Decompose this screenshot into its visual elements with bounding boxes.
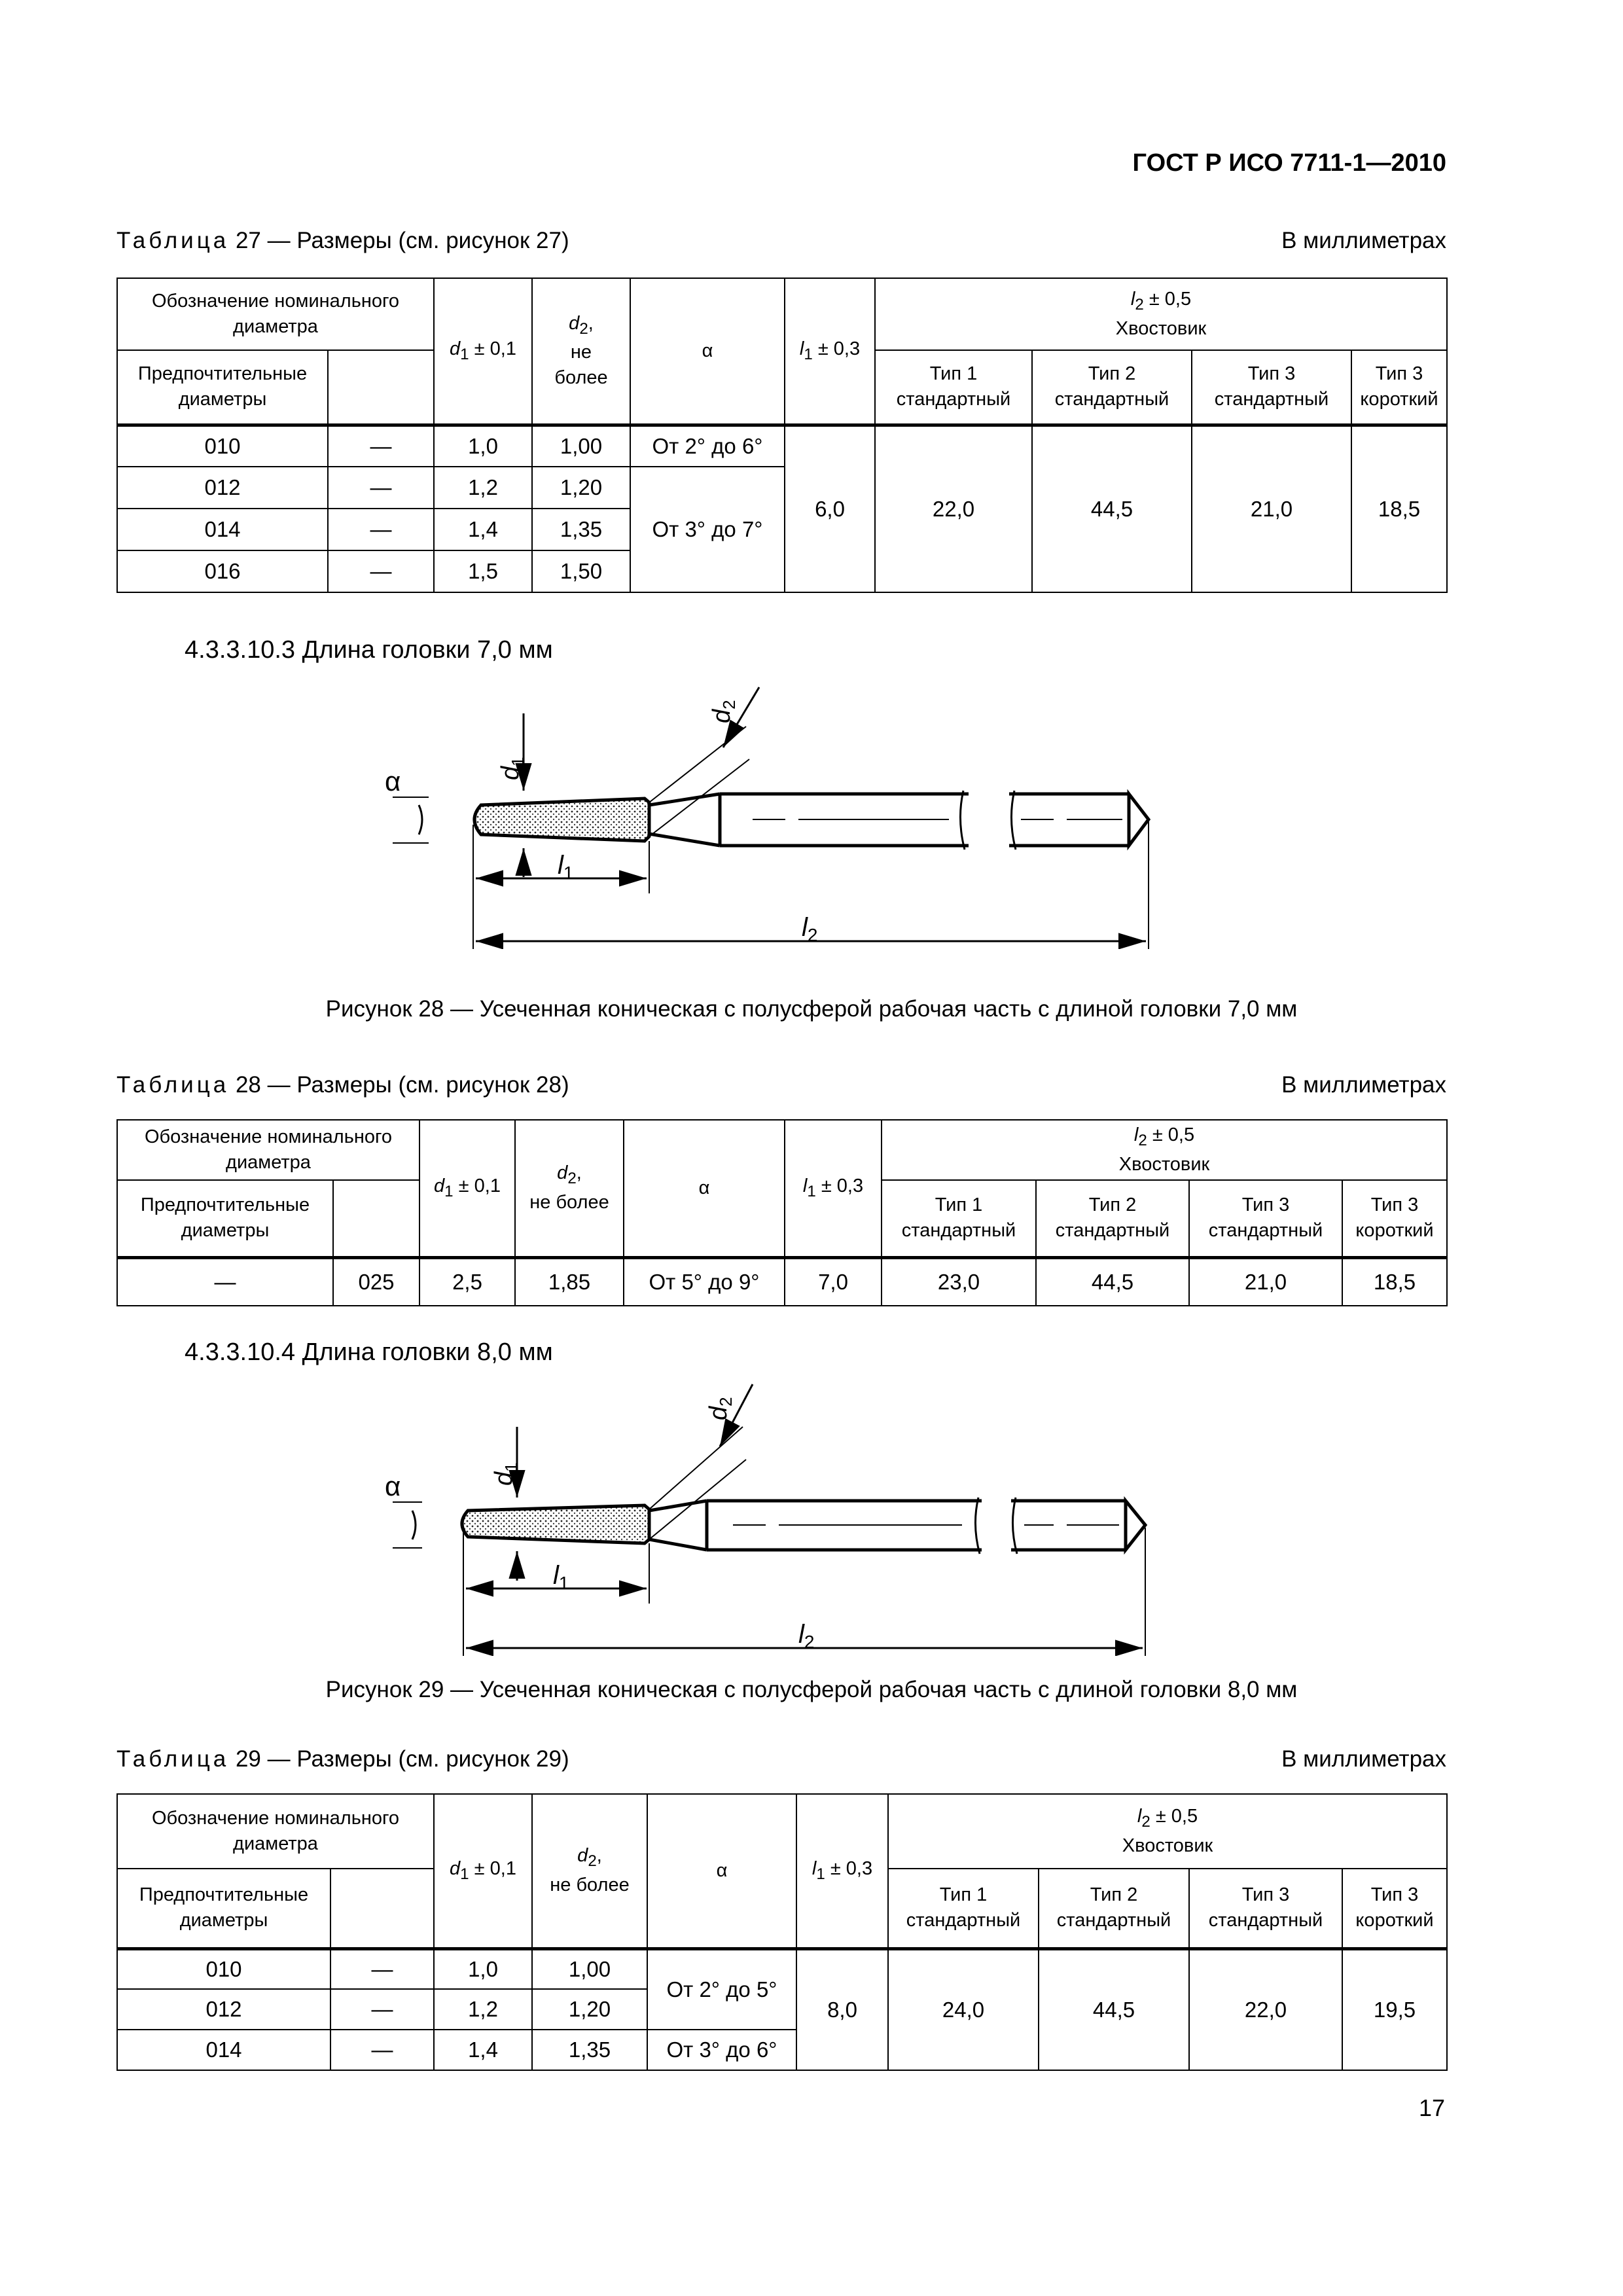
cell-d1: 1,4 xyxy=(434,2030,532,2070)
label-l1: $l_1$ xyxy=(553,1561,569,1593)
label-alpha: α xyxy=(385,766,401,797)
cell-d2: 1,20 xyxy=(532,467,630,509)
cell-alpha: От 3° до 6° xyxy=(647,2030,796,2070)
header-designation: Обозначение номинального диаметра xyxy=(117,1120,419,1180)
label-alpha: α xyxy=(385,1471,401,1501)
cell-l1: 6,0 xyxy=(785,425,875,592)
table-27-caption xyxy=(116,228,569,254)
header-alpha: α xyxy=(647,1794,796,1948)
cell-type2: 44,5 xyxy=(1039,1948,1189,2070)
cell-l1: 8,0 xyxy=(796,1948,888,2070)
header-preferred: Предпочтительные диаметры xyxy=(117,350,328,425)
break-lines xyxy=(960,791,1016,850)
cell-type1: 23,0 xyxy=(882,1257,1036,1306)
cell-alpha: От 5° до 9° xyxy=(624,1257,785,1306)
header-d1: $d_1 \pm 0,1$ xyxy=(419,1120,515,1257)
cell-other: 025 xyxy=(333,1257,419,1306)
tool-neck xyxy=(649,794,720,846)
cell-other: — xyxy=(330,2030,434,2070)
figure-28-caption: Рисунок 28 — Усеченная коническая с полусферой рабочая часть с длиной головки 7,0 мм xyxy=(325,996,1298,1022)
units-label: В миллиметрах xyxy=(1281,1072,1446,1098)
table-27 xyxy=(116,278,1448,593)
cell-type3-short: 19,5 xyxy=(1342,1948,1447,2070)
label-d1: $d_1$ xyxy=(497,757,527,780)
header-alpha: α xyxy=(624,1120,785,1257)
label-l2: $l_2$ xyxy=(802,913,818,945)
tool-tip xyxy=(1126,1501,1145,1550)
table-28 xyxy=(116,1119,1448,1306)
cell-type3-short: 18,5 xyxy=(1342,1257,1447,1306)
cell-type3: 21,0 xyxy=(1192,425,1351,592)
header-d1: $d_1 \pm 0,1$ xyxy=(434,278,532,425)
cell-d2: 1,85 xyxy=(515,1257,624,1306)
header-type3: Тип 3 стандартный xyxy=(1189,1180,1342,1257)
cell-d1: 1,2 xyxy=(434,1989,532,2030)
header-l2: $l_2 \pm 0,5$ Хвостовик xyxy=(882,1120,1447,1180)
table-row xyxy=(117,425,1447,467)
cell-preferred: 010 xyxy=(117,1948,330,1989)
table-title: 29 — Размеры (см. рисунок 29) xyxy=(235,1746,569,1772)
cell-type2: 44,5 xyxy=(1032,425,1192,592)
header-type3-short: Тип 3 короткий xyxy=(1342,1180,1447,1257)
table-29-caption xyxy=(116,1746,569,1772)
cell-other: — xyxy=(328,509,434,550)
cell-type3: 21,0 xyxy=(1189,1257,1342,1306)
figure-28-drawing xyxy=(366,674,1191,949)
header-d2: $d_2$, не более xyxy=(532,1794,647,1948)
cell-type3: 22,0 xyxy=(1189,1948,1342,2070)
cell-d1: 1,4 xyxy=(434,509,532,550)
tool-head xyxy=(462,1505,649,1543)
figure-29-drawing xyxy=(366,1368,1191,1656)
cell-d1: 2,5 xyxy=(419,1257,515,1306)
table-28-caption xyxy=(116,1072,569,1098)
cell-d1: 1,0 xyxy=(434,425,532,467)
label-d2: $d_2$ xyxy=(705,1397,736,1420)
cell-type3-short: 18,5 xyxy=(1351,425,1447,592)
cell-preferred: 012 xyxy=(117,467,328,509)
header-other xyxy=(328,350,434,425)
cell-alpha: От 2° до 5° xyxy=(647,1948,796,2030)
section-heading: 4.3.3.10.3 Длина головки 7,0 мм xyxy=(185,636,553,664)
units-label: В миллиметрах xyxy=(1281,1746,1446,1772)
units-label: В миллиметрах xyxy=(1281,228,1446,253)
header-type3-short: Тип 3 короткий xyxy=(1351,350,1447,425)
cell-d2: 1,50 xyxy=(532,550,630,592)
header-designation: Обозначение номинального диаметра xyxy=(117,278,434,350)
document-standard-number: ГОСТ Р ИСО 7711-1—2010 xyxy=(1132,149,1446,177)
cell-other: — xyxy=(328,550,434,592)
section-heading: 4.3.3.10.4 Длина головки 8,0 мм xyxy=(185,1338,553,1366)
table-29 xyxy=(116,1793,1448,2071)
header-l1: $l_1 \pm 0,3$ xyxy=(785,278,875,425)
header-type3-short: Тип 3 короткий xyxy=(1342,1869,1447,1948)
table-title: 28 — Размеры (см. рисунок 28) xyxy=(235,1072,569,1098)
figure-29-caption: Рисунок 29 — Усеченная коническая с полусферой рабочая часть с длиной головки 8,0 мм xyxy=(325,1677,1298,1702)
header-alpha: α xyxy=(630,278,785,425)
cell-type1: 24,0 xyxy=(888,1948,1039,2070)
tool-tip xyxy=(1129,794,1149,846)
table-label: Таблица xyxy=(116,1746,230,1772)
cell-d1: 1,5 xyxy=(434,550,532,592)
header-type2: Тип 2 стандартный xyxy=(1039,1869,1189,1948)
cell-other: — xyxy=(330,1989,434,2030)
header-d2: $d_2$, не более xyxy=(532,278,630,425)
label-d1: $d_1$ xyxy=(490,1462,521,1486)
header-l1: $l_1 \pm 0,3$ xyxy=(796,1794,888,1948)
cell-d2: 1,00 xyxy=(532,425,630,467)
header-l2: $l_2 \pm 0,5$ Хвостовик xyxy=(888,1794,1447,1869)
table-row xyxy=(117,1257,1447,1306)
cell-d2: 1,35 xyxy=(532,2030,647,2070)
cell-other: — xyxy=(330,1948,434,1989)
label-l2: $l_2$ xyxy=(798,1620,815,1652)
header-l2: $l_2 \pm 0,5$ Хвостовик xyxy=(875,278,1447,350)
header-type2: Тип 2 стандартный xyxy=(1032,350,1192,425)
cell-d1: 1,2 xyxy=(434,467,532,509)
cell-d2: 1,20 xyxy=(532,1989,647,2030)
header-preferred: Предпочтительные диаметры xyxy=(117,1869,330,1948)
table-label: Таблица xyxy=(116,228,230,253)
cell-l1: 7,0 xyxy=(785,1257,882,1306)
table-row xyxy=(117,1948,1447,1989)
page-number: 17 xyxy=(1418,2094,1445,2121)
cell-d1: 1,0 xyxy=(434,1948,532,1989)
header-type3: Тип 3 стандартный xyxy=(1189,1869,1342,1948)
table-label: Таблица xyxy=(116,1072,230,1098)
header-type2: Тип 2 стандартный xyxy=(1036,1180,1189,1257)
header-type1: Тип 1 стандартный xyxy=(888,1869,1039,1948)
cell-type2: 44,5 xyxy=(1036,1257,1189,1306)
header-l1: $l_1 \pm 0,3$ xyxy=(785,1120,882,1257)
cell-d2: 1,00 xyxy=(532,1948,647,1989)
header-d1: $d_1 \pm 0,1$ xyxy=(434,1794,532,1948)
tool-neck xyxy=(649,1501,707,1550)
cell-alpha: От 2° до 6° xyxy=(630,425,785,467)
cell-preferred: 012 xyxy=(117,1989,330,2030)
cell-preferred: — xyxy=(117,1257,333,1306)
header-type1: Тип 1 стандартный xyxy=(882,1180,1036,1257)
header-other xyxy=(330,1869,434,1948)
cell-preferred: 010 xyxy=(117,425,328,467)
header-type1: Тип 1 стандартный xyxy=(875,350,1032,425)
label-d2: $d_2$ xyxy=(708,700,739,723)
header-type3: Тип 3 стандартный xyxy=(1192,350,1351,425)
cell-other: — xyxy=(328,467,434,509)
cell-d2: 1,35 xyxy=(532,509,630,550)
cell-type1: 22,0 xyxy=(875,425,1032,592)
break-lines xyxy=(975,1498,1017,1554)
header-d2: $d_2$, не более xyxy=(515,1120,624,1257)
tool-head xyxy=(474,798,649,841)
cell-preferred: 014 xyxy=(117,509,328,550)
label-l1: $l_1$ xyxy=(558,851,574,883)
cell-other: — xyxy=(328,425,434,467)
cell-alpha: От 3° до 7° xyxy=(630,467,785,592)
table-title: 27 — Размеры (см. рисунок 27) xyxy=(235,228,569,253)
cell-preferred: 014 xyxy=(117,2030,330,2070)
header-designation: Обозначение номинального диаметра xyxy=(117,1794,434,1869)
header-preferred: Предпочтительные диаметры xyxy=(117,1180,333,1257)
cell-preferred: 016 xyxy=(117,550,328,592)
header-other xyxy=(333,1180,419,1257)
